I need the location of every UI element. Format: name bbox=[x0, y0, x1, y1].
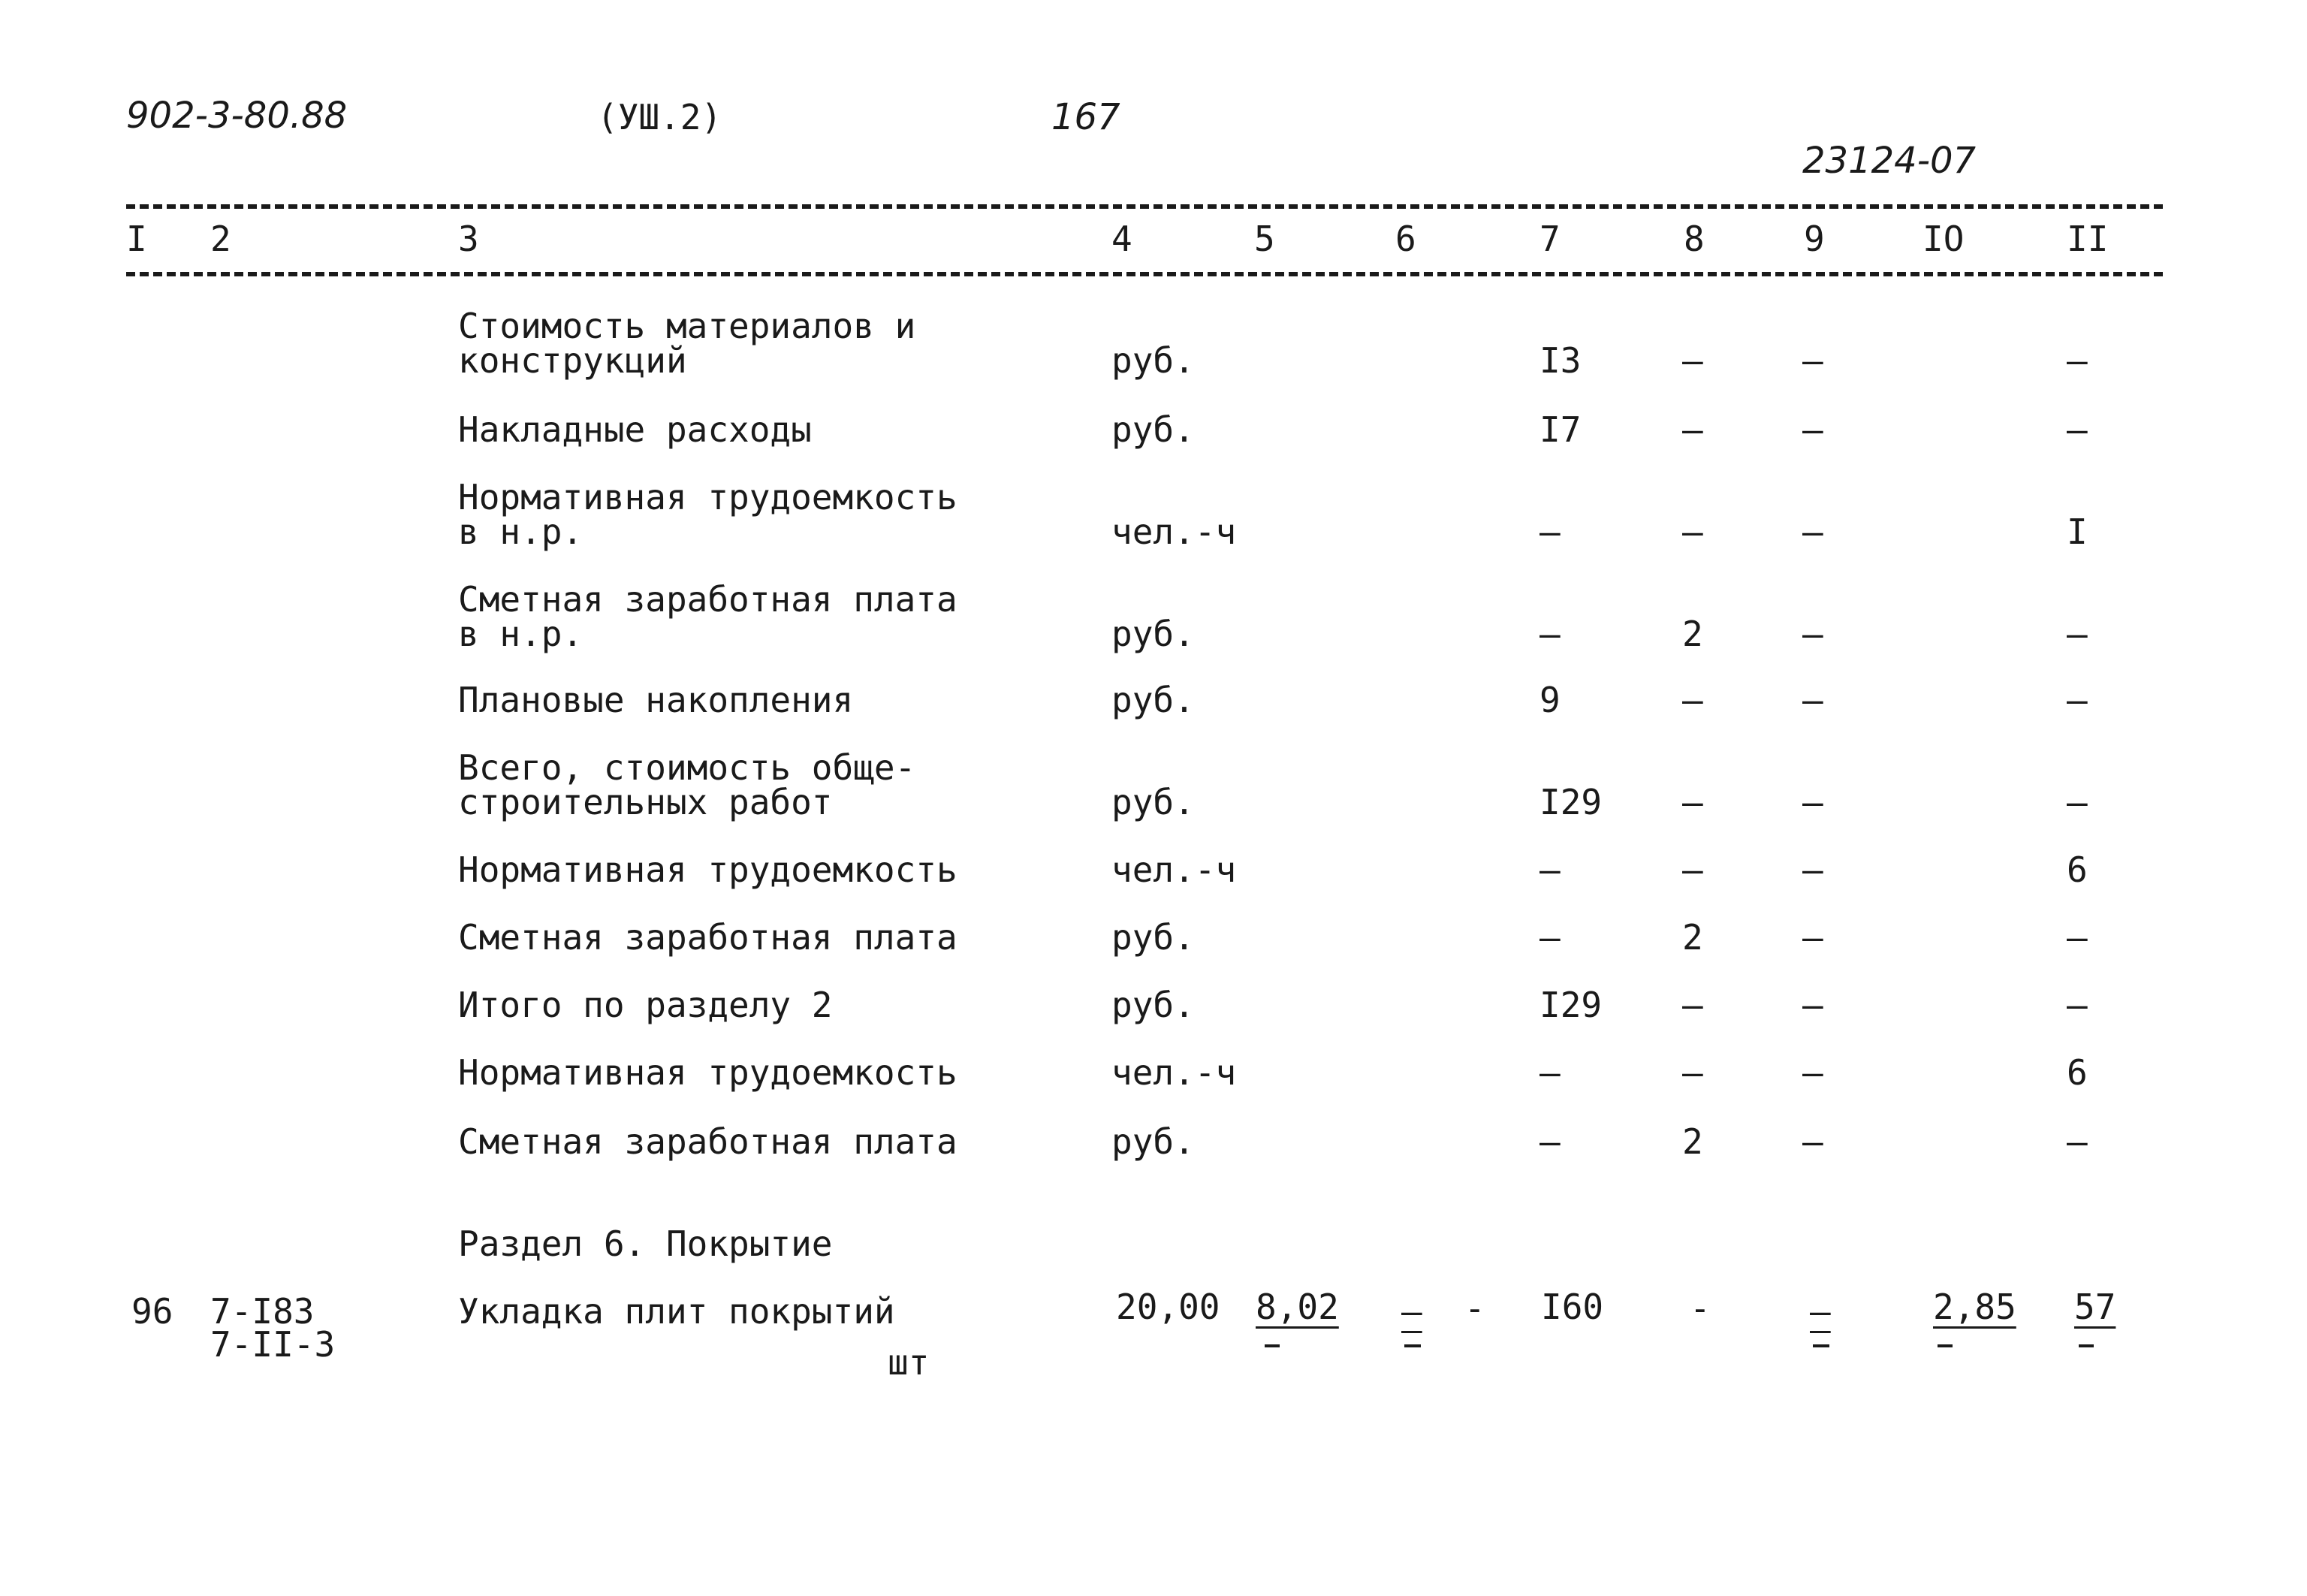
row-col11: – bbox=[2067, 340, 2088, 381]
section-title: Раздел 6. Покрытие bbox=[458, 1223, 833, 1264]
row-col8: 2 bbox=[1682, 614, 1703, 654]
row-col11: 6 bbox=[2067, 1052, 2088, 1093]
col9-dash-mark bbox=[1813, 1344, 1829, 1347]
row-col11: – bbox=[2067, 782, 2088, 822]
row-col11: – bbox=[2067, 409, 2088, 450]
row-col11: – bbox=[2067, 985, 2088, 1025]
row-col8: – bbox=[1682, 782, 1703, 822]
row-col11: I bbox=[2067, 511, 2088, 552]
row-name: Итого по разделу 2 bbox=[458, 985, 833, 1025]
col11-dash-mark bbox=[2079, 1344, 2094, 1347]
doc-code: 902-3-80.88 bbox=[126, 95, 348, 137]
row-col8: – bbox=[1682, 849, 1703, 890]
row-col9: – bbox=[1802, 511, 1823, 552]
album-number: (УШ.2) bbox=[597, 97, 722, 137]
row-name: Стоимость материалов и bbox=[458, 306, 916, 346]
col-3-header: 3 bbox=[458, 219, 479, 259]
row-unit: чел.-ч bbox=[1111, 511, 1237, 552]
row-col11: – bbox=[2067, 614, 2088, 654]
item-col10: 2,85 bbox=[1933, 1287, 2016, 1327]
col-5-header: 5 bbox=[1254, 219, 1275, 259]
row-col9: – bbox=[1802, 680, 1823, 720]
row-name: Плановые накопления bbox=[458, 680, 854, 720]
row-name: Всего, стоимость обще- bbox=[458, 747, 916, 788]
row-col8: – bbox=[1682, 340, 1703, 381]
row-unit: руб. bbox=[1111, 680, 1195, 720]
row-col7: – bbox=[1540, 1121, 1561, 1162]
item-col6-extra: - bbox=[1464, 1288, 1485, 1329]
item-col5: 8,02 bbox=[1256, 1287, 1339, 1327]
row-col7: 9 bbox=[1540, 680, 1561, 720]
row-col11: 6 bbox=[2067, 849, 2088, 890]
col-4-header: 4 bbox=[1111, 219, 1132, 259]
row-col8: 2 bbox=[1682, 1121, 1703, 1162]
item-quantity: 20,00 bbox=[1116, 1287, 1220, 1327]
row-col8: – bbox=[1682, 985, 1703, 1025]
col-1-header: I bbox=[126, 219, 147, 259]
col-11-header: II bbox=[2067, 219, 2109, 259]
row-col7: I7 bbox=[1540, 409, 1582, 450]
row-col7: – bbox=[1540, 511, 1561, 552]
item-col8: - bbox=[1690, 1288, 1711, 1329]
row-unit: руб. bbox=[1111, 340, 1195, 381]
row-col7: I3 bbox=[1540, 340, 1582, 381]
row-col9: – bbox=[1802, 849, 1823, 890]
item-code-secondary: 7-II-3 bbox=[210, 1324, 336, 1365]
item-col11: 57 bbox=[2074, 1287, 2116, 1327]
row-col7: – bbox=[1540, 1052, 1561, 1093]
row-col11: – bbox=[2067, 680, 2088, 720]
header-bottom-rule bbox=[126, 272, 2163, 276]
row-name: Накладные расходы bbox=[458, 409, 812, 450]
row-col8: – bbox=[1682, 1052, 1703, 1093]
col-8-header: 8 bbox=[1684, 219, 1705, 259]
row-col8: 2 bbox=[1682, 917, 1703, 958]
row-name-cont: конструкций bbox=[458, 340, 687, 381]
item-col7: I60 bbox=[1541, 1287, 1604, 1327]
col-7-header: 7 bbox=[1540, 219, 1561, 259]
col5-dash-mark bbox=[1265, 1344, 1280, 1347]
page-number: 167 bbox=[1051, 96, 1120, 138]
row-name: Нормативная трудоемкость bbox=[458, 849, 957, 890]
item-code: 7-I83 bbox=[210, 1291, 315, 1332]
col-9-header: 9 bbox=[1804, 219, 1825, 259]
row-col9: – bbox=[1802, 614, 1823, 654]
row-col7: – bbox=[1540, 614, 1561, 654]
row-col8: – bbox=[1682, 409, 1703, 450]
row-unit: руб. bbox=[1111, 614, 1195, 654]
row-col9: – bbox=[1802, 1052, 1823, 1093]
row-name-cont: строительных работ bbox=[458, 782, 833, 822]
row-col9: – bbox=[1802, 340, 1823, 381]
row-col9: – bbox=[1802, 985, 1823, 1025]
row-col7: I29 bbox=[1540, 985, 1603, 1025]
col-2-header: 2 bbox=[210, 219, 231, 259]
row-unit: чел.-ч bbox=[1111, 849, 1237, 890]
top-rule bbox=[126, 204, 2163, 209]
row-col11: – bbox=[2067, 917, 2088, 958]
col6-dash-mark bbox=[1404, 1344, 1421, 1347]
col-10-header: IO bbox=[1922, 219, 1965, 259]
row-unit: чел.-ч bbox=[1111, 1052, 1237, 1093]
item-name: Укладка плит покрытий bbox=[458, 1291, 895, 1332]
col-6-header: 6 bbox=[1395, 219, 1416, 259]
inventory-number: 23124-07 bbox=[1802, 140, 1977, 182]
row-col8: – bbox=[1682, 680, 1703, 720]
row-col8: – bbox=[1682, 511, 1703, 552]
row-col9: – bbox=[1802, 1121, 1823, 1162]
item-number: 96 bbox=[131, 1291, 173, 1332]
item-unit: шт bbox=[888, 1342, 930, 1383]
row-name: Нормативная трудоемкость bbox=[458, 1052, 957, 1093]
row-col7: – bbox=[1540, 917, 1561, 958]
row-unit: руб. bbox=[1111, 985, 1195, 1025]
row-name: Нормативная трудоемкость bbox=[458, 477, 957, 517]
row-unit: руб. bbox=[1111, 917, 1195, 958]
row-col7: I29 bbox=[1540, 782, 1603, 822]
row-col9: – bbox=[1802, 917, 1823, 958]
row-name: Сметная заработная плата bbox=[458, 1121, 957, 1162]
row-col9: – bbox=[1802, 782, 1823, 822]
item-col9: – bbox=[1810, 1291, 1831, 1332]
row-name-cont: в н.р. bbox=[458, 511, 584, 552]
row-col9: – bbox=[1802, 409, 1823, 450]
row-name-cont: в н.р. bbox=[458, 614, 584, 654]
row-col7: – bbox=[1540, 849, 1561, 890]
item-col6: – bbox=[1401, 1291, 1422, 1332]
row-name: Сметная заработная плата bbox=[458, 579, 957, 620]
col10-dash-mark bbox=[1938, 1344, 1953, 1347]
row-unit: руб. bbox=[1111, 782, 1195, 822]
row-unit: руб. bbox=[1111, 409, 1195, 450]
row-name: Сметная заработная плата bbox=[458, 917, 957, 958]
row-unit: руб. bbox=[1111, 1121, 1195, 1162]
row-col11: – bbox=[2067, 1121, 2088, 1162]
